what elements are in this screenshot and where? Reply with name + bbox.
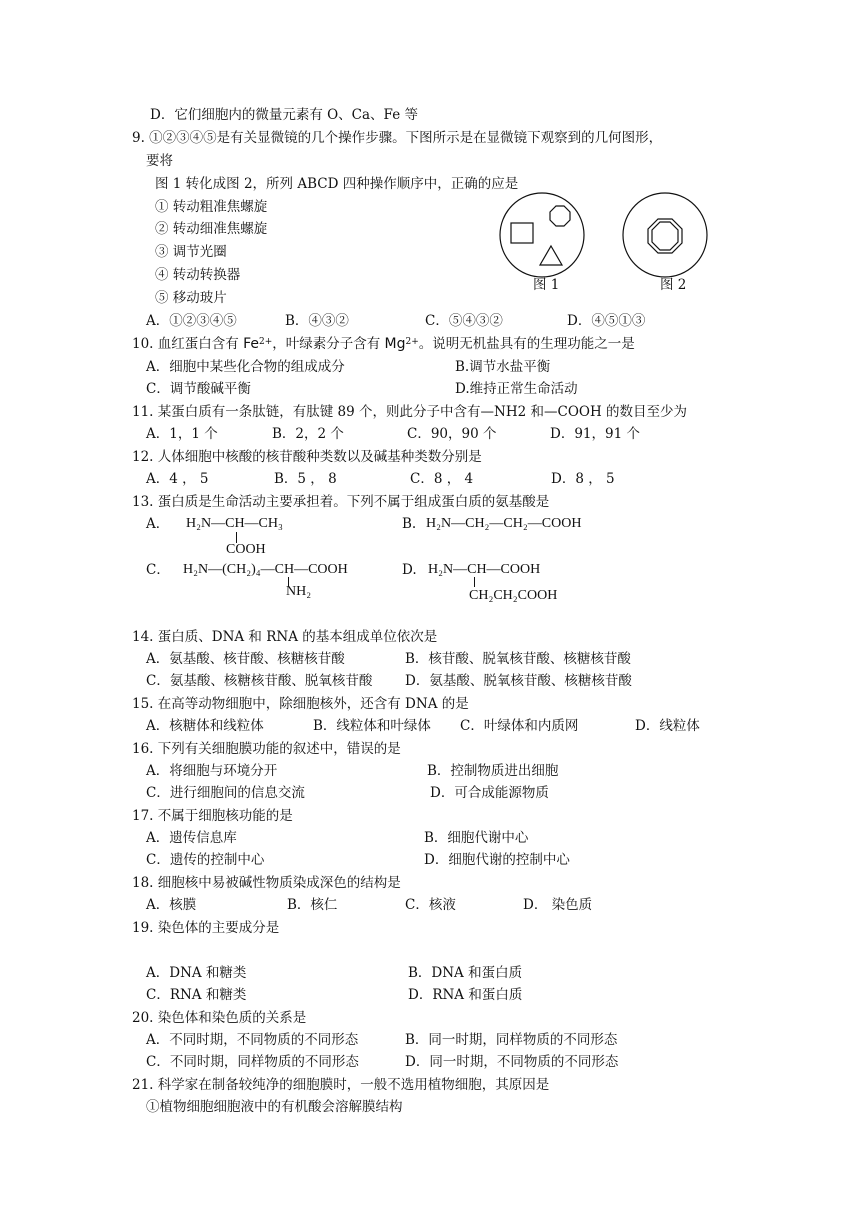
q9-option-b: B．④③② — [285, 313, 349, 329]
q14-option-b: B．核苷酸、脱氧核苷酸、核糖核苷酸 — [405, 651, 631, 667]
q11-option-b: B．2，2 个 — [272, 426, 344, 442]
microscope-figure — [490, 192, 730, 296]
fig1-octagon-shape — [550, 206, 570, 226]
q18-option-a: A．核膜 — [146, 897, 197, 913]
q14-option-d: D．氨基酸、脱氧核苷酸、核糖核苷酸 — [405, 673, 632, 689]
fig1-square-shape — [511, 223, 533, 243]
fig1-triangle-shape — [540, 246, 562, 265]
q16-option-b: B．控制物质进出细胞 — [427, 763, 559, 779]
q13-a-label: A． — [146, 516, 170, 532]
q15-option-a: A．核糖体和线粒体 — [146, 718, 264, 734]
q9-stem-line2: 要将 — [146, 153, 173, 169]
q10-mg: Mg — [384, 336, 406, 352]
q12-option-d: D．8 ， 5 — [551, 471, 615, 487]
q10-fe: Fe — [243, 336, 259, 352]
fig1-field-circle — [500, 193, 584, 277]
q18-option-d: D． 染色质 — [523, 897, 593, 913]
q19-option-b: B．DNA 和蛋白质 — [408, 965, 523, 981]
q11-option-c: C．90，90 个 — [407, 426, 497, 442]
q10-option-a: A．细胞中某些化合物的组成成分 — [146, 359, 345, 375]
q20-option-b: B．同一时期，同样物质的不同形态 — [405, 1032, 618, 1048]
q18-option-c: C．核液 — [405, 897, 456, 913]
q13-b-formula: H₂N—CH₂—CH₂—COOH — [426, 516, 582, 531]
fig2-caption: 图 2 — [660, 277, 687, 293]
q10-option-b: B.调节水盐平衡 — [455, 359, 551, 375]
q10-fe-charge: 2+ — [258, 337, 273, 347]
q13-d-formula: H₂N—CH—COOH — [428, 562, 541, 577]
q20-option-d: D．同一时期，不同物质的不同形态 — [405, 1054, 619, 1070]
fig2-octagon-shape — [648, 219, 682, 253]
q9-option-d: D．④⑤①③ — [567, 313, 646, 329]
q10-option-c: C．调节酸碱平衡 — [146, 381, 251, 397]
q12-stem: 12. 人体细胞中核酸的核苷酸种类数以及碱基种类数分别是 — [132, 449, 482, 465]
q9-step-5: ⑤ 移动玻片 — [155, 290, 227, 306]
q19-option-c: C．RNA 和糖类 — [146, 987, 247, 1003]
q12-option-c: C．8 ， 4 — [410, 471, 474, 487]
q21-stem: 21. 科学家在制备较纯净的细胞膜时，一般不选用植物细胞，其原因是 — [132, 1077, 550, 1093]
q16-stem: 16. 下列有关细胞膜功能的叙述中，错误的是 — [132, 741, 401, 757]
q16-option-c: C．进行细胞间的信息交流 — [146, 785, 305, 801]
q9-option-c: C．⑤④③② — [425, 313, 503, 329]
fig1-caption: 图 1 — [533, 277, 560, 293]
q13-a-substituent: COOH — [226, 542, 266, 557]
q17-stem: 17. 不属于细胞核功能的是 — [132, 808, 293, 824]
q9-option-a: A．①②③④⑤ — [146, 313, 237, 329]
fig2-octagon-inner — [652, 222, 678, 250]
q8-option-d: D．它们细胞内的微量元素有 O、Ca、Fe 等 — [150, 107, 418, 123]
q20-stem: 20. 染色体和染色质的关系是 — [132, 1010, 307, 1026]
q20-option-c: C．不同时期，同样物质的不同形态 — [146, 1054, 359, 1070]
q13-d-bond — [474, 577, 475, 587]
q14-option-a: A．氨基酸、核苷酸、核糖核苷酸 — [146, 651, 345, 667]
q13-d-substituent: CH₂CH₂COOH — [469, 588, 558, 603]
q19-option-a: A．DNA 和糖类 — [146, 965, 247, 981]
q21-item-1: ①植物细胞细胞液中的有机酸会溶解膜结构 — [146, 1099, 403, 1115]
q9-stem-line1: 9. ①②③④⑤是有关显微镜的几个操作步骤。下图所示是在显微镜下观察到的几何图形， — [132, 130, 663, 146]
q10-stem-b: ，叶绿素分子含有 — [272, 336, 385, 352]
q11-option-d: D．91，91 个 — [550, 426, 640, 442]
q16-option-d: D．可合成能源物质 — [430, 785, 549, 801]
q10-stem — [132, 335, 635, 353]
q9-step-2: ② 转动细准焦螺旋 — [155, 221, 268, 237]
q13-c-label: C． — [146, 562, 170, 578]
q11-stem: 11. 某蛋白质有一条肽链，有肽键 89 个，则此分子中含有—NH2 和—COOH 的数目至少为 — [132, 404, 688, 420]
q13-c-formula: H₂N—(CH₂)₄—CH—COOH — [183, 562, 348, 577]
q12-option-a: A．4 ， 5 — [146, 471, 209, 487]
q17-option-b: B．细胞代谢中心 — [424, 830, 529, 846]
q14-stem: 14. 蛋白质、DNA 和 RNA 的基本组成单位依次是 — [132, 629, 438, 645]
q9-step-3: ③ 调节光圈 — [155, 244, 227, 260]
q15-option-c: C．叶绿体和内质网 — [460, 718, 579, 734]
q10-mg-charge: 2+ — [405, 337, 419, 347]
q19-option-d: D．RNA 和蛋白质 — [408, 987, 523, 1003]
q14-option-c: C．氨基酸、核糖核苷酸、脱氧核苷酸 — [146, 673, 373, 689]
q15-stem: 15. 在高等动物细胞中，除细胞核外，还含有 DNA 的是 — [132, 696, 469, 712]
q12-option-b: B．5 ， 8 — [274, 471, 337, 487]
fig2-field-circle — [623, 193, 707, 277]
q13-d-label: D. — [402, 562, 417, 578]
q20-option-a: A．不同时期，不同物质的不同形态 — [146, 1032, 359, 1048]
q13-stem: 13. 蛋白质是生命活动主要承担着。下列不属于组成蛋白质的氨基酸是 — [132, 494, 550, 510]
q15-option-b: B．线粒体和叶绿体 — [313, 718, 431, 734]
q13-a-formula: H₂N—CH—CH₃ — [186, 516, 283, 531]
q17-option-a: A．遗传信息库 — [146, 830, 237, 846]
q10-stem-c: 。说明无机盐具有的生理功能之一是 — [418, 336, 635, 352]
q19-stem: 19. 染色体的主要成分是 — [132, 920, 280, 936]
q17-option-d: D．细胞代谢的控制中心 — [424, 852, 570, 868]
q17-option-c: C．遗传的控制中心 — [146, 852, 265, 868]
q10-option-d: D.维持正常生命活动 — [455, 381, 578, 397]
q18-stem: 18. 细胞核中易被碱性物质染成深色的结构是 — [132, 875, 401, 891]
q13-b-label: B. — [402, 516, 417, 532]
q10-stem-a: 10. 血红蛋白含有 — [132, 336, 244, 352]
q11-option-a: A．1，1 个 — [146, 426, 218, 442]
q18-option-b: B．核仁 — [287, 897, 338, 913]
q16-option-a: A．将细胞与环境分开 — [146, 763, 278, 779]
q9-step-1: ① 转动粗准焦螺旋 — [155, 199, 268, 215]
q13-c-substituent: NH₂ — [286, 584, 312, 599]
q9-step-4: ④ 转动转换器 — [155, 267, 241, 283]
q9-stem-line3: 图 1 转化成图 2，所列 ABCD 四种操作顺序中，正确的应是 — [155, 176, 519, 192]
microscope-figure-svg — [490, 192, 730, 292]
q15-option-d: D．线粒体 — [635, 718, 700, 734]
